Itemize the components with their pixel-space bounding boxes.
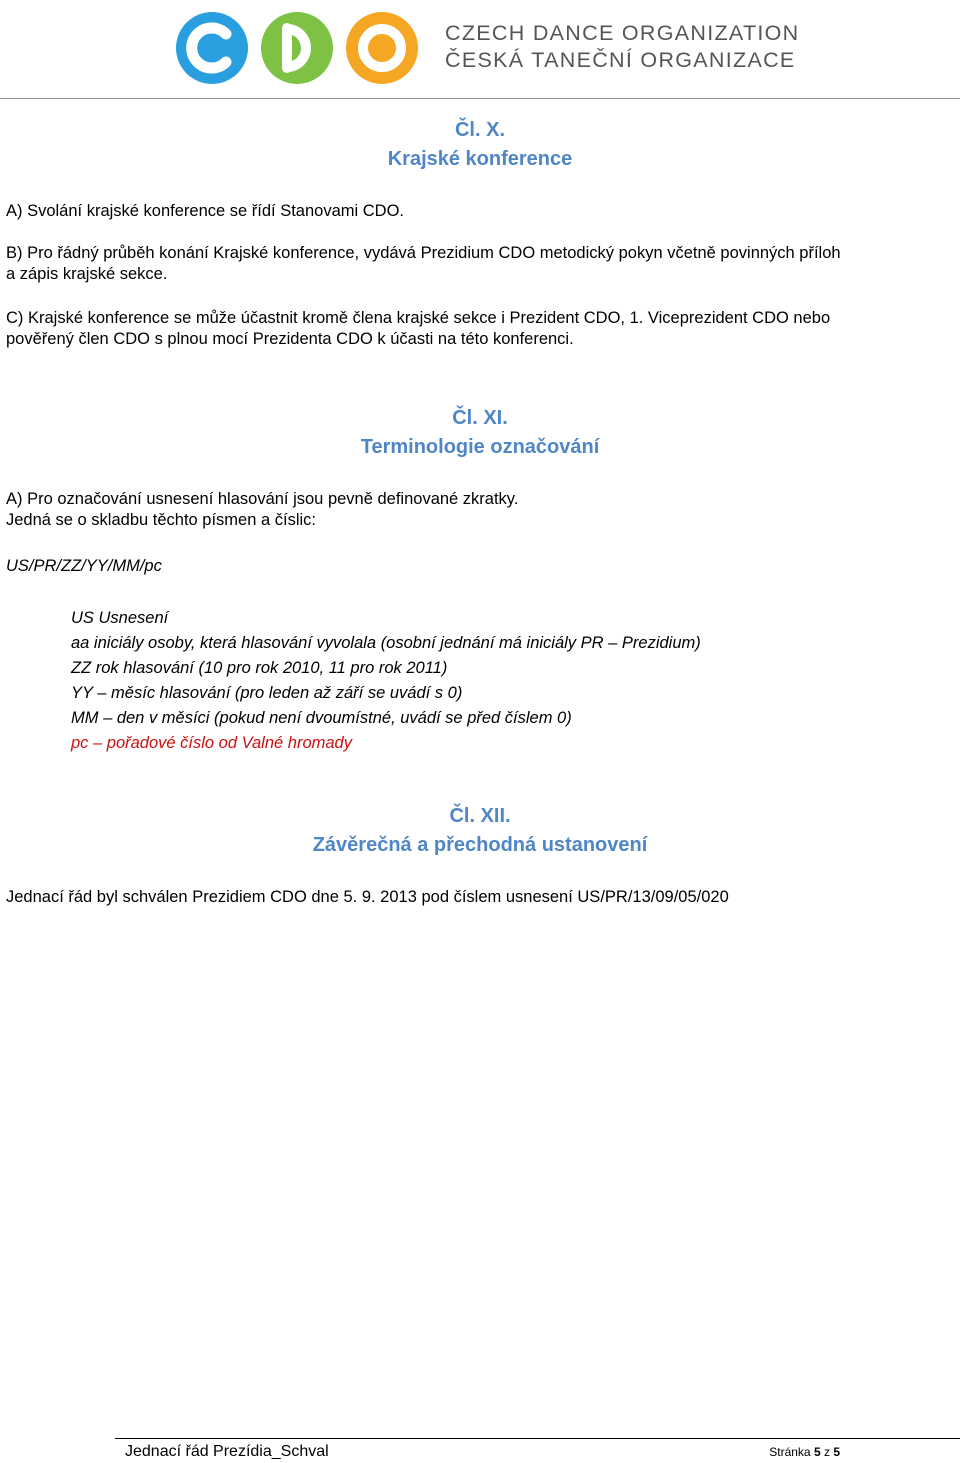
page-footer [115, 1438, 960, 1463]
organization-name [445, 20, 800, 74]
section-10-para-c-line1: C) Krajské konference se může účastnit kromě člena krajské sekce i Prezident CDO, 1. Viceprezident CDO nebo [6, 309, 831, 327]
legend-item-us: US Usnesení [71, 609, 169, 627]
page-current: 5 [813, 1445, 821, 1459]
page-header [0, 0, 960, 99]
code-legend [71, 606, 701, 756]
section-12-title: Závěrečná a přechodná ustanovení [312, 834, 648, 856]
legend-item-zz: ZZ rok hlasování (10 pro rok 2010, 11 pro rok 2011) [71, 659, 448, 677]
section-11-para-a-line2: Jedná se o skladbu těchto písmen a číslic: [6, 511, 317, 529]
footer-document-name: Jednací řád Prezídia_Schval [125, 1443, 329, 1460]
section-10-para-b-line2: a zápis krajské sekce. [6, 265, 168, 283]
org-name-czech: ČESKÁ TANEČNÍ ORGANIZACE [445, 48, 796, 72]
section-12-number: Čl. XII. [449, 805, 511, 827]
section-10-para-c-line2: pověřený člen CDO s plnou mocí Prezidenta CDO k účasti na této konferenci. [6, 330, 574, 348]
legend-item-yy: YY – měsíc hlasování (pro leden až září se uvádí s 0) [71, 684, 463, 702]
legend-item-aa: aa iniciály osoby, která hlasování vyvolala (osobní jednání má iniciály PR – Prezidium) [71, 634, 701, 652]
page-word: Stránka [769, 1445, 811, 1459]
section-10-number: Čl. X. [454, 119, 505, 141]
cdo-logo-d-icon [261, 12, 333, 84]
page-separator: z [823, 1445, 830, 1459]
legend-item-mm: MM – den v měsíci (pokud není dvoumístné, uvádí se před číslem 0) [71, 709, 572, 727]
section-11-number: Čl. XI. [452, 407, 508, 429]
cdo-logo-o-icon [346, 12, 418, 84]
section-11-title: Terminologie označování [360, 436, 600, 458]
section-10-para-a: A) Svolání krajské konference se řídí Stanovami CDO. [6, 202, 404, 220]
resolution-code-format: US/PR/ZZ/YY/MM/pc [6, 557, 162, 575]
footer-page-number [769, 1445, 840, 1459]
org-name-english: CZECH DANCE ORGANIZATION [445, 21, 800, 45]
page-total: 5 [833, 1445, 840, 1459]
section-10-para-b-line1: B) Pro řádný průběh konání Krajské konference, vydává Prezidium CDO metodický pokyn včetně povinných příloh [6, 244, 841, 262]
section-12-approval-text: Jednací řád byl schválen Prezidiem CDO dne 5. 9. 2013 pod číslem usnesení US/PR/13/09/05/020 [6, 888, 729, 906]
section-10-title: Krajské konference [387, 148, 573, 170]
legend-item-pc: pc – pořadové číslo od Valné hromady [71, 734, 352, 752]
section-11-para-a-line1: A) Pro označování usnesení hlasování jsou pevně definované zkratky. [6, 490, 519, 508]
cdo-logo-c-icon [176, 12, 248, 84]
